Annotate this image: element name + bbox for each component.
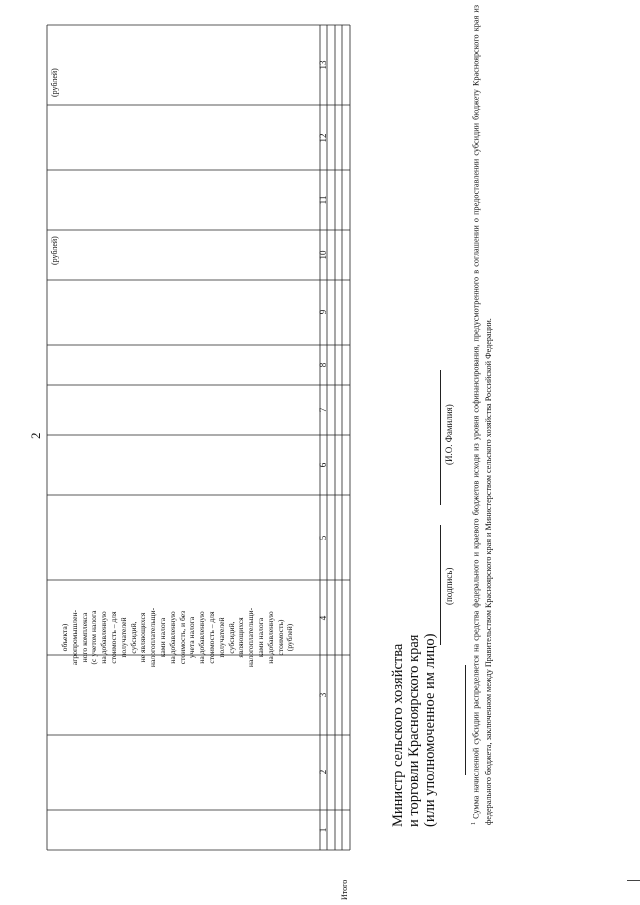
column-number: 8: [318, 362, 328, 368]
footnote: [468, 5, 495, 825]
page-edge-rule: [627, 880, 640, 881]
column-number: 9: [318, 309, 328, 315]
unit-label-middle: (рублей): [50, 236, 59, 265]
header-line: (с учетом налога: [89, 610, 99, 665]
header-line: получателей: [118, 617, 128, 658]
signature-block: [390, 634, 438, 827]
page-number: 2: [28, 432, 43, 439]
signatory-title-line3: (или уполномоченное им лицо): [422, 633, 438, 827]
header-line: учета налога: [187, 616, 197, 659]
column-number: 6: [318, 462, 328, 468]
header-line: стоимость, и без: [177, 610, 187, 665]
header-line: ного комплекса: [79, 612, 89, 663]
footnote-marker: 1: [471, 822, 477, 825]
footnote-text: Сумма начисленной субсидии распределяется на средства федерального и краевого бюджетов исходя из уровня софинансирования, предусмотренного в соглашении о предоставлении субсидии бюджету Красноярского края из федерального бюджета, заключенном между Правительством Красноярского края и Министерством сельского хозяйства Российской Федерации.: [471, 5, 493, 825]
signature-line: [440, 525, 441, 645]
header-line: субсидий,: [226, 621, 236, 654]
header-line: стоимость): [275, 619, 285, 656]
header-line: на добавленную: [197, 611, 207, 664]
column-number: 1: [318, 827, 328, 833]
column-number: 13: [318, 60, 328, 70]
total-row-label: Итого: [340, 879, 349, 900]
signatory-title-line2: и торговли Красноярского края: [406, 634, 422, 827]
header-line: на добавленную: [167, 611, 177, 664]
header-line: (рублей): [285, 623, 295, 652]
header-line: субсидий,: [128, 621, 138, 654]
column-number: 5: [318, 535, 328, 541]
header-line: на добавленную: [265, 611, 275, 664]
column-number: 10: [318, 250, 328, 260]
name-caption: (И.О. Фамилия): [444, 404, 454, 465]
column-number: 11: [318, 195, 328, 205]
name-line: [440, 370, 441, 505]
footnote-separator: [465, 665, 466, 775]
signatory-title-line1: Министр сельского хозяйства: [390, 643, 406, 827]
header-line: стоимость – для: [206, 611, 216, 664]
header-line: объекта): [60, 623, 69, 652]
header-line: стоимость – для: [108, 611, 118, 664]
column-number: 12: [318, 133, 328, 143]
column-number: 2: [318, 769, 328, 775]
header-line: являющихся: [236, 617, 246, 658]
header-line: получателей: [216, 617, 226, 658]
header-line: не являющихся: [138, 612, 148, 663]
header-line: налогоплательщи-: [246, 607, 256, 668]
header-line: агропромышлен-: [69, 609, 79, 666]
column-number: 4: [318, 615, 328, 621]
unit-label-top: (рублей): [50, 68, 59, 97]
header-line: ками налога: [157, 617, 167, 658]
column-number: 3: [318, 692, 328, 698]
column-5-header: [60, 590, 295, 685]
column-number: 7: [318, 407, 328, 413]
header-line: на добавленную: [99, 611, 109, 664]
header-line: налогоплательщи-: [148, 607, 158, 668]
header-line: ками налога: [255, 617, 265, 658]
signature-caption: (подпись): [444, 567, 454, 605]
